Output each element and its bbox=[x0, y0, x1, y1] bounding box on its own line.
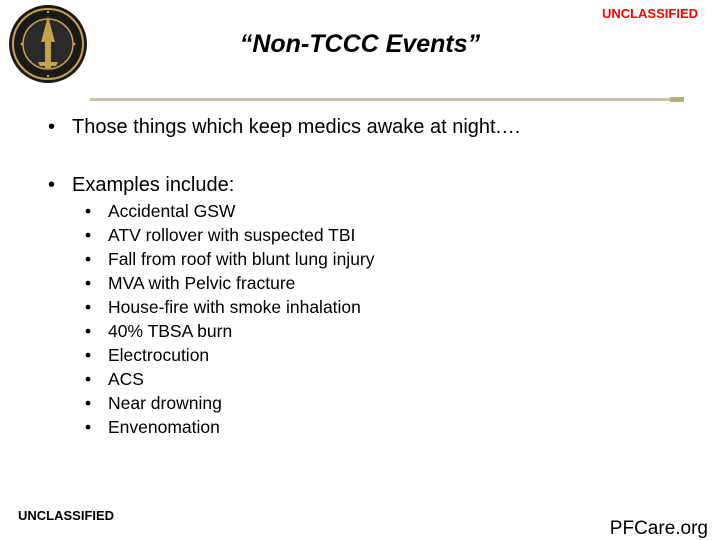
title-divider bbox=[90, 98, 680, 101]
bullet-marker: • bbox=[48, 116, 56, 138]
slide-title: “Non-TCCC Events” bbox=[239, 30, 481, 58]
bullet-item bbox=[48, 116, 521, 139]
bullet-item bbox=[48, 174, 234, 197]
bullet-text: Examples include: bbox=[72, 174, 235, 196]
classification-banner-bottom: UNCLASSIFIED bbox=[18, 508, 115, 523]
list-item: • Near drowning bbox=[85, 391, 375, 415]
list-item: • ACS bbox=[85, 367, 375, 391]
bullet-text: Those things which keep medics awake at night.… bbox=[72, 116, 522, 138]
bullet-marker: • bbox=[48, 174, 56, 196]
title-divider-end bbox=[670, 97, 684, 102]
list-item: • House-fire with smoke inhalation bbox=[85, 295, 375, 319]
list-item: • Accidental GSW bbox=[85, 199, 375, 223]
list-item: • 40% TBSA burn bbox=[85, 319, 375, 343]
list-item: • Fall from roof with blunt lung injury bbox=[85, 247, 375, 271]
list-item: • MVA with Pelvic fracture bbox=[85, 271, 375, 295]
list-item: • Envenomation bbox=[85, 415, 375, 439]
examples-list bbox=[85, 199, 375, 439]
footer-brand: PFCare.org bbox=[609, 518, 708, 539]
list-item: • ATV rollover with suspected TBI bbox=[85, 223, 375, 247]
list-item: • Electrocution bbox=[85, 343, 375, 367]
classification-banner-top: UNCLASSIFIED bbox=[601, 6, 698, 21]
